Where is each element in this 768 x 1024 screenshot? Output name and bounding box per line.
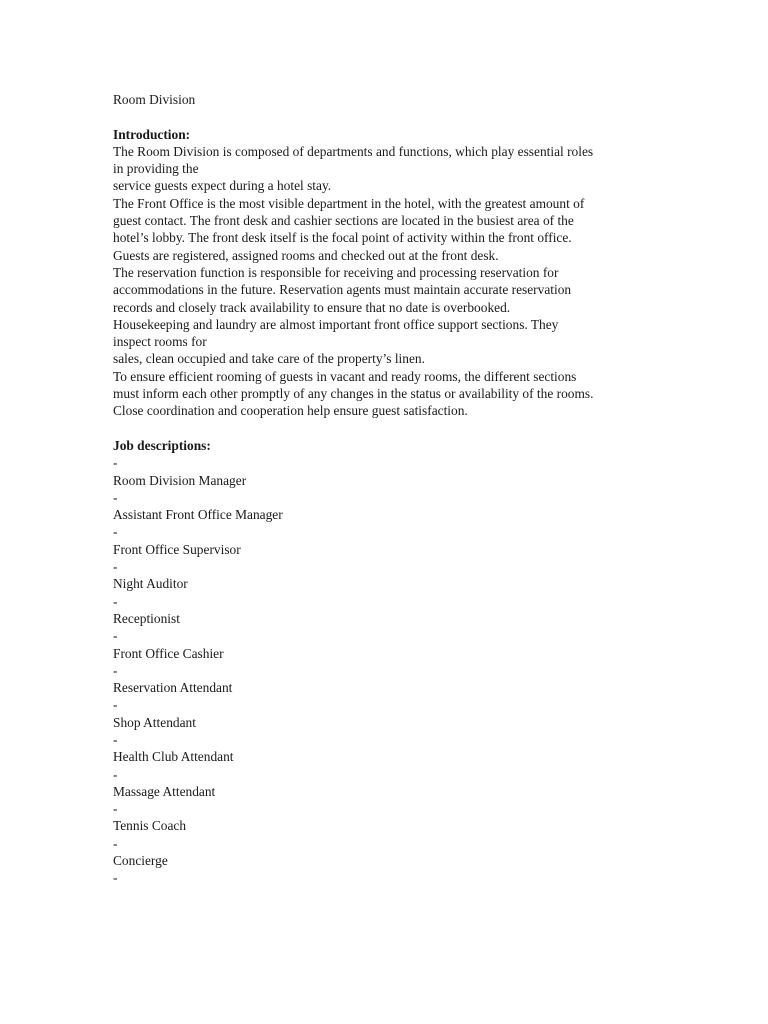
job-title: Assistant Front Office Manager bbox=[113, 507, 283, 523]
intro-line: The reservation function is responsible for receiving and processing reservation for bbox=[113, 264, 559, 280]
intro-line: Close coordination and cooperation help ensure guest satisfaction. bbox=[113, 403, 468, 419]
list-item bbox=[113, 835, 653, 870]
job-title: Shop Attendant bbox=[113, 714, 196, 730]
job-title: Night Auditor bbox=[113, 576, 188, 592]
list-dash: - bbox=[113, 697, 118, 713]
job-title: Reservation Attendant bbox=[113, 680, 233, 696]
intro-line: service guests expect during a hotel stay. bbox=[113, 178, 332, 194]
introduction-section bbox=[113, 126, 653, 420]
list-item bbox=[113, 869, 653, 886]
list-dash: - bbox=[113, 559, 118, 575]
list-dash: - bbox=[113, 628, 118, 644]
intro-line: sales, clean occupied and take care of the property’s linen. bbox=[113, 351, 425, 367]
intro-line: Guests are registered, assigned rooms and checked out at the front desk. bbox=[113, 247, 499, 263]
list-item bbox=[113, 627, 653, 662]
job-title: Health Club Attendant bbox=[113, 749, 234, 765]
job-title: Concierge bbox=[113, 853, 168, 869]
introduction-body bbox=[113, 143, 653, 420]
intro-line: accommodations in the future. Reservation agents must maintain accurate reservation bbox=[113, 282, 572, 298]
intro-line: The Front Office is the most visible department in the hotel, with the greatest amount of bbox=[113, 195, 585, 211]
list-item bbox=[113, 523, 653, 558]
job-list bbox=[113, 454, 653, 886]
intro-line: records and closely track availability to ensure that no date is overbooked. bbox=[113, 299, 511, 315]
job-title: Receptionist bbox=[113, 610, 180, 626]
list-item bbox=[113, 696, 653, 731]
list-item bbox=[113, 593, 653, 628]
list-item bbox=[113, 558, 653, 593]
intro-line: To ensure efficient rooming of guests in vacant and ready rooms, the different sections bbox=[113, 368, 577, 384]
list-dash: - bbox=[113, 455, 118, 471]
job-title: Front Office Supervisor bbox=[113, 541, 241, 557]
document-page bbox=[113, 91, 653, 887]
list-item bbox=[113, 731, 653, 766]
list-item bbox=[113, 489, 653, 524]
job-descriptions-heading: Job descriptions: bbox=[113, 437, 211, 453]
list-dash: - bbox=[113, 731, 118, 747]
document-title: Room Division bbox=[113, 92, 196, 107]
job-descriptions-section bbox=[113, 437, 653, 887]
job-title: Front Office Cashier bbox=[113, 645, 224, 661]
list-dash: - bbox=[113, 870, 118, 886]
list-dash: - bbox=[113, 801, 118, 817]
list-item bbox=[113, 662, 653, 697]
job-title: Tennis Coach bbox=[113, 818, 187, 834]
list-dash: - bbox=[113, 489, 118, 505]
list-item bbox=[113, 800, 653, 835]
intro-line: The Room Division is composed of departments and functions, which play essential roles bbox=[113, 143, 594, 159]
list-dash: - bbox=[113, 835, 118, 851]
intro-line: inspect rooms for bbox=[113, 334, 207, 350]
list-item bbox=[113, 454, 653, 489]
job-title: Massage Attendant bbox=[113, 783, 216, 799]
list-dash: - bbox=[113, 524, 118, 540]
intro-line: guest contact. The front desk and cashier sections are located in the busiest area of the bbox=[113, 213, 574, 229]
list-dash: - bbox=[113, 766, 118, 782]
intro-line: Housekeeping and laundry are almost important front office support sections. They bbox=[113, 316, 559, 332]
introduction-heading: Introduction: bbox=[113, 126, 191, 142]
intro-line: hotel’s lobby. The front desk itself is the focal point of activity within the front office. bbox=[113, 230, 572, 246]
job-title: Room Division Manager bbox=[113, 472, 247, 488]
intro-line: in providing the bbox=[113, 161, 199, 177]
intro-line: must inform each other promptly of any changes in the status or availability of the rooms. bbox=[113, 386, 594, 402]
list-dash: - bbox=[113, 593, 118, 609]
list-dash: - bbox=[113, 662, 118, 678]
list-item bbox=[113, 766, 653, 801]
